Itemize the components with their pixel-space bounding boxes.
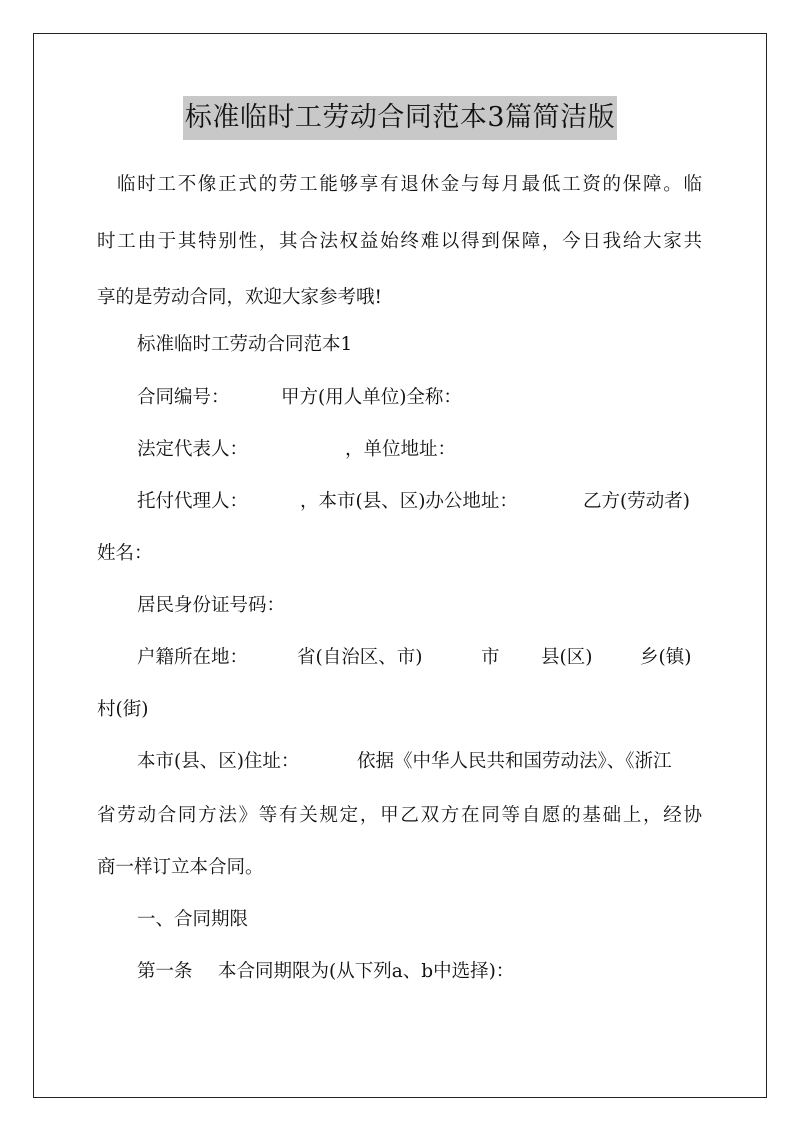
household-village: 村(街)	[97, 699, 149, 720]
title-wrap	[0, 96, 800, 140]
contract-number-label: 合同编号：	[137, 387, 230, 408]
household-county: 县(区)	[541, 647, 593, 668]
chapter-one-heading: 一、合同期限	[137, 909, 249, 930]
residence-line-1-rest: 依据《中华人民共和国劳动法》、《浙江	[357, 751, 672, 772]
name-label: 姓名：	[97, 543, 153, 564]
article-one-label: 第一条	[137, 961, 193, 982]
household-province: 省(自治区、市)	[297, 647, 423, 668]
household-town: 乡(镇)	[640, 647, 692, 668]
intro-line-3: 享的是劳动合同，欢迎大家参考哦!	[97, 287, 382, 308]
legal-rep-label: 法定代表人：	[137, 439, 249, 460]
document-title: 标准临时工劳动合同范本3篇简洁版	[183, 96, 617, 140]
residence-label: 本市(县、区)住址：	[137, 751, 300, 772]
household-city: 市	[481, 647, 500, 668]
id-number-label: 居民身份证号码：	[137, 595, 286, 616]
article-one-text: 本合同期限为(从下列a、b中选择)：	[218, 961, 515, 982]
intro-line-1: 临时工不像正式的劳工能够享有退休金与每月最低工资的保障。临	[117, 174, 702, 195]
intro-line-2: 时工由于其特别性，其合法权益始终难以得到保障，今日我给大家共	[97, 231, 702, 252]
office-address-label: ，本市(县、区)办公地址：	[300, 491, 518, 512]
unit-address-label: ，单位地址：	[345, 439, 457, 460]
agent-label: 托付代理人：	[137, 491, 249, 512]
section-heading: 标准临时工劳动合同范本1	[137, 334, 353, 355]
household-label: 户籍所在地：	[137, 647, 249, 668]
party-b-label: 乙方(劳动者)	[583, 491, 690, 512]
party-a-label: 甲方(用人单位)全称：	[281, 387, 462, 408]
residence-line-3: 商一样订立本合同。	[97, 857, 264, 878]
residence-line-2: 省劳动合同方法》等有关规定，甲乙双方在同等自愿的基础上，经协	[97, 805, 702, 826]
